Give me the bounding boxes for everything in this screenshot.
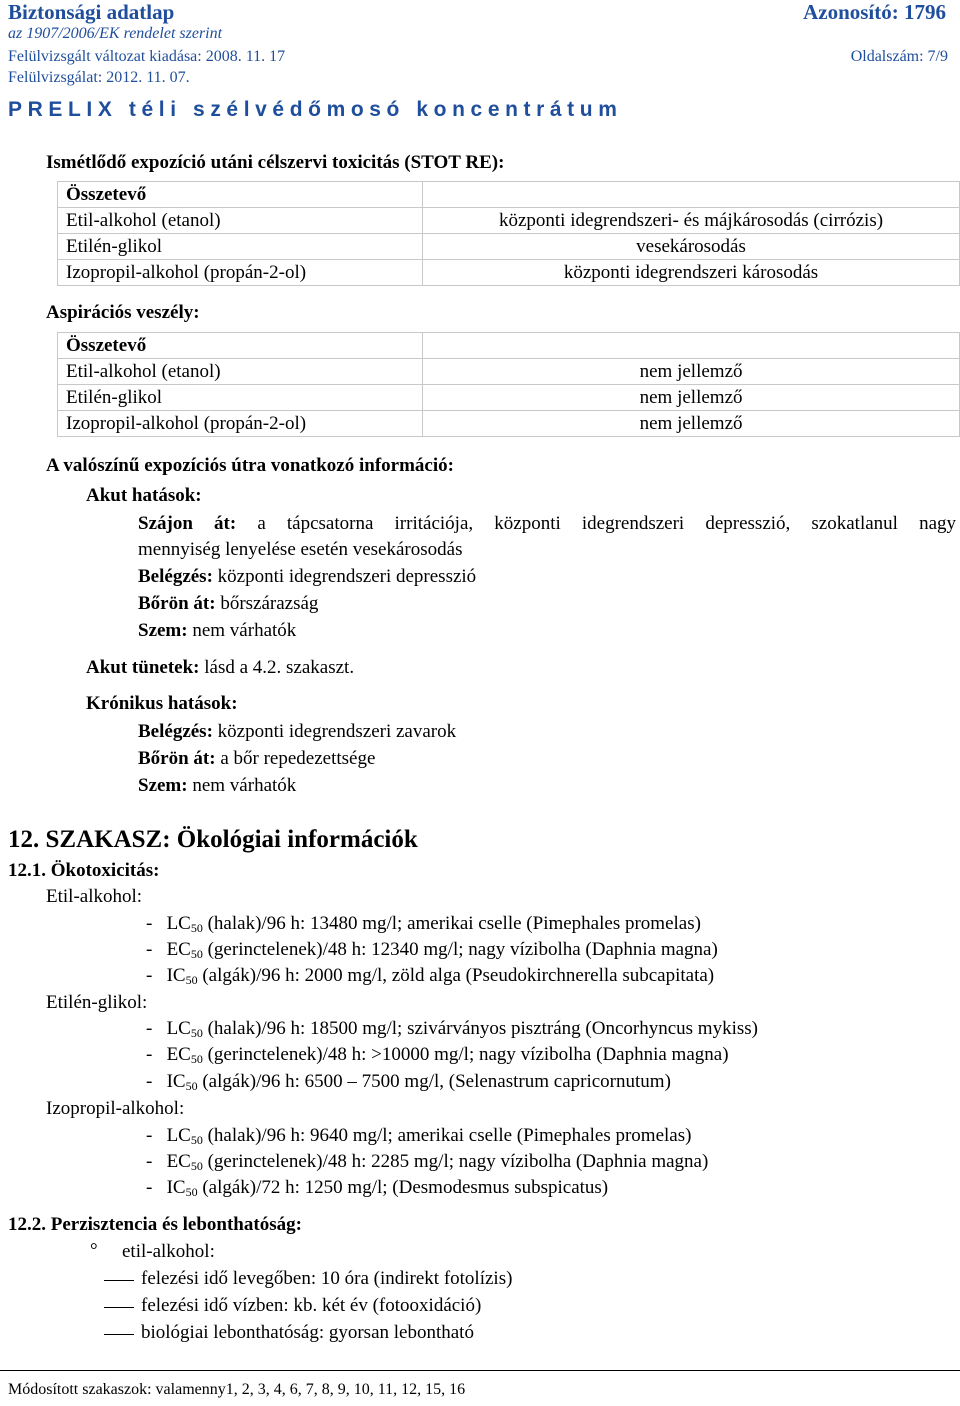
persistence-item: felezési idő levegőben: 10 óra (indirekt fotolízis): [141, 1268, 513, 1289]
eco-subscript: 50: [190, 947, 203, 961]
dash: -: [146, 1177, 153, 1198]
table-row: [58, 208, 960, 234]
eco-endpoint: EC: [166, 1151, 191, 1172]
dash: -: [146, 939, 153, 960]
acute-symptoms-line: [86, 657, 354, 679]
table-cell: nem jellemző: [423, 411, 960, 437]
inhalation-text: központi idegrendszeri depresszió: [217, 566, 477, 587]
regulation-note: az 1907/2006/EK rendelet szerint: [8, 25, 223, 42]
chronic-eye-label: Szem:: [138, 775, 188, 796]
eco-text: (halak)/96 h: 18500 mg/l; szivárványos pisztráng (Oncorhyncus mykiss): [202, 1018, 758, 1039]
eco-item: [146, 1071, 671, 1094]
eco-item: [146, 1044, 729, 1067]
eco-subscript: 50: [185, 1079, 198, 1093]
page-number: Oldalszám: 7/9: [850, 48, 948, 65]
acute-symptoms-text: lásd a 4.2. szakaszt.: [204, 657, 355, 678]
eco-item: [146, 1151, 708, 1174]
table-row: [58, 385, 960, 411]
eye-line: [138, 620, 296, 642]
chronic-skin-label: Bőrön át:: [138, 748, 216, 769]
eco-group-name: Etil-alkohol:: [46, 886, 143, 907]
aspiration-heading: Aspirációs veszély:: [46, 302, 200, 323]
table-row: [58, 234, 960, 260]
eco-subscript: 50: [185, 973, 198, 987]
eco-subscript: 50: [190, 1133, 203, 1147]
table-row: [58, 333, 960, 359]
eco-endpoint: LC: [166, 913, 191, 934]
skin-text: bőrszárazság: [220, 593, 319, 614]
table-cell: [423, 333, 960, 359]
long-dash-icon: [104, 1280, 134, 1281]
eco-endpoint: LC: [166, 1125, 191, 1146]
eco-text: (algák)/96 h: 2000 mg/l, zöld alga (Pseudokirchnerella subcapitata): [197, 965, 715, 986]
chronic-skin-line: [138, 748, 375, 770]
stot-table: [57, 181, 960, 286]
table-cell: [423, 182, 960, 208]
dash: -: [146, 1151, 153, 1172]
chronic-skin-text: a bőr repedezettsége: [220, 748, 376, 769]
eco-endpoint: LC: [166, 1018, 191, 1039]
acute-heading: Akut hatások:: [86, 485, 202, 506]
eco-text: (gerinctelenek)/48 h: 2285 mg/l; nagy vízibolha (Daphnia magna): [202, 1151, 709, 1172]
table-cell: Etilén-glikol: [58, 234, 423, 260]
eco-endpoint: IC: [166, 965, 186, 986]
table-row: [58, 411, 960, 437]
section-12-heading: 12. SZAKASZ: Ökológiai információk: [8, 826, 418, 853]
dash: -: [146, 1071, 153, 1092]
chronic-eye-line: [138, 775, 296, 797]
long-dash-icon: [104, 1307, 134, 1308]
footer-divider: [0, 1370, 960, 1371]
table-cell: Izopropil-alkohol (propán-2-ol): [58, 411, 423, 437]
chronic-inhalation-line: [138, 721, 456, 743]
skin-line: [138, 593, 318, 615]
product-name: PRELIX téli szélvédőmosó koncentrátum: [8, 98, 623, 121]
ecotoxicity-heading: 12.1. Ökotoxicitás:: [8, 860, 160, 881]
chronic-heading: Krónikus hatások:: [86, 693, 238, 714]
aspiration-table: [57, 332, 960, 437]
dash: -: [146, 1018, 153, 1039]
dash: -: [146, 1125, 153, 1146]
bullet-degree-icon: °: [90, 1240, 98, 1261]
footer-modified-sections: Módosított szakaszok: valamenny1, 2, 3, 4, 6, 7, 8, 9, 10, 11, 12, 15, 16: [8, 1381, 466, 1398]
table-cell: Izopropil-alkohol (propán-2-ol): [58, 260, 423, 286]
dash: -: [146, 913, 153, 934]
column-header: Összetevő: [58, 333, 423, 359]
oral-line-1: [138, 513, 956, 535]
table-cell: Etil-alkohol (etanol): [58, 359, 423, 385]
eco-subscript: 50: [190, 1052, 203, 1066]
table-cell: Etilén-glikol: [58, 385, 423, 411]
eco-item: [146, 1018, 758, 1041]
table-cell: nem jellemző: [423, 359, 960, 385]
eco-endpoint: EC: [166, 1044, 191, 1065]
table-cell: nem jellemző: [423, 385, 960, 411]
persistence-substance: etil-alkohol:: [122, 1241, 215, 1262]
document-id: Azonosító: 1796: [803, 0, 946, 24]
table-cell: központi idegrendszeri- és májkárosodás (cirrózis): [423, 208, 960, 234]
eco-subscript: 50: [190, 1026, 203, 1040]
table-row: [58, 260, 960, 286]
eco-subscript: 50: [185, 1185, 198, 1199]
eco-text: (gerinctelenek)/48 h: >10000 mg/l; nagy vízibolha (Daphnia magna): [202, 1044, 729, 1065]
table-cell: Etil-alkohol (etanol): [58, 208, 423, 234]
eco-group-name: Etilén-glikol:: [46, 992, 148, 1013]
eco-subscript: 50: [190, 921, 203, 935]
eco-text: (halak)/96 h: 9640 mg/l; amerikai cselle (Pimephales promelas): [202, 1125, 692, 1146]
revision-date: Felülvizsgálat: 2012. 11. 07.: [8, 69, 190, 86]
revised-edition: Felülvizsgált változat kiadása: 2008. 11. 17: [8, 48, 286, 65]
chronic-inhalation-label: Belégzés:: [138, 721, 213, 742]
oral-text-2: mennyiség lenyelése esetén vesekárosodás: [138, 539, 463, 560]
skin-label: Bőrön át:: [138, 593, 216, 614]
eco-item: [146, 965, 714, 988]
eco-endpoint: IC: [166, 1177, 186, 1198]
eco-item: [146, 913, 701, 936]
eco-text: (algák)/72 h: 1250 mg/l; (Desmodesmus subspicatus): [197, 1177, 609, 1198]
eye-label: Szem:: [138, 620, 188, 641]
document-title: Biztonsági adatlap: [8, 0, 175, 24]
dash: -: [146, 1044, 153, 1065]
long-dash-icon: [104, 1334, 134, 1335]
eco-text: (algák)/96 h: 6500 – 7500 mg/l, (Selenastrum capricornutum): [197, 1071, 671, 1092]
eco-text: (gerinctelenek)/48 h: 12340 mg/l; nagy vízibolha (Daphnia magna): [202, 939, 718, 960]
persistence-heading: 12.2. Perzisztencia és lebonthatóság:: [8, 1214, 302, 1235]
eco-group-name: Izopropil-alkohol:: [46, 1098, 185, 1119]
inhalation-label: Belégzés:: [138, 566, 213, 587]
chronic-eye-text: nem várhatók: [192, 775, 297, 796]
table-cell: központi idegrendszeri károsodás: [423, 260, 960, 286]
column-header: Összetevő: [58, 182, 423, 208]
table-row: [58, 182, 960, 208]
routes-heading: A valószínű expozíciós útra vonatkozó információ:: [46, 455, 454, 476]
dash: -: [146, 965, 153, 986]
eye-text: nem várhatók: [192, 620, 297, 641]
stot-heading: Ismétlődő expozíció utáni célszervi toxicitás (STOT RE):: [46, 152, 505, 173]
chronic-inhalation-text: központi idegrendszeri zavarok: [217, 721, 457, 742]
eco-item: [146, 1125, 691, 1148]
persistence-item: biológiai lebonthatóság: gyorsan lebontható: [141, 1322, 474, 1343]
table-row: [58, 359, 960, 385]
oral-text-1: a tápcsatorna irritációja, központi idegrendszeri depresszió, szokatlanul nagy: [257, 513, 957, 534]
eco-endpoint: IC: [166, 1071, 186, 1092]
table-cell: vesekárosodás: [423, 234, 960, 260]
eco-item: [146, 939, 718, 962]
eco-endpoint: EC: [166, 939, 191, 960]
eco-item: [146, 1177, 608, 1200]
inhalation-line: [138, 566, 476, 588]
eco-subscript: 50: [190, 1159, 203, 1173]
oral-label: Szájon át:: [138, 513, 237, 534]
eco-text: (halak)/96 h: 13480 mg/l; amerikai cselle (Pimephales promelas): [202, 913, 701, 934]
persistence-item: felezési idő vízben: kb. két év (fotooxidáció): [141, 1295, 482, 1316]
acute-symptoms-label: Akut tünetek:: [86, 657, 200, 678]
